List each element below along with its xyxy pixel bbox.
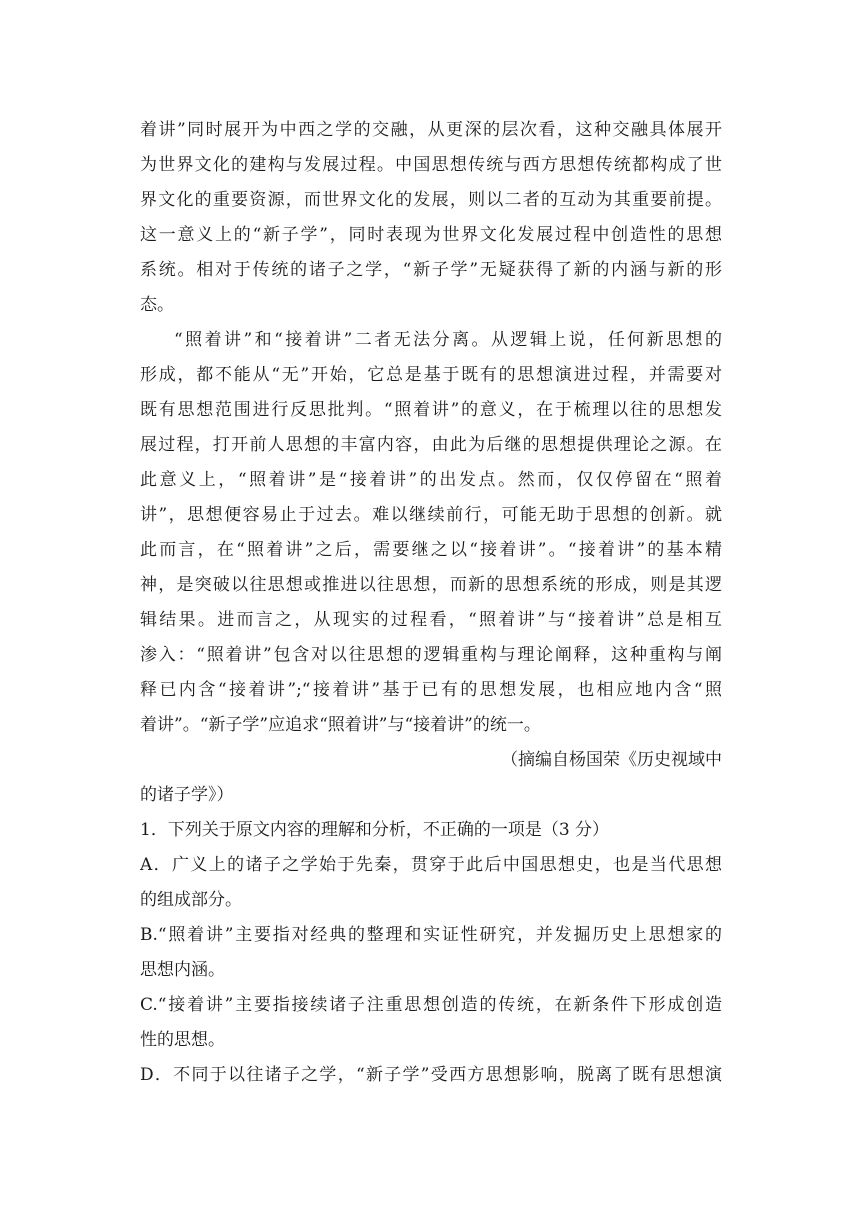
option-d xyxy=(140,1058,722,1093)
option-line: 性的思想。 xyxy=(140,1030,225,1050)
source-citation xyxy=(140,743,722,813)
text-line: 释已内含“接着讲”;“接着讲”基于已有的思想发展，也相应地内含“照 xyxy=(140,680,722,700)
text-line: 为世界文化的建构与发展过程。中国思想传统与西方思想传统都构成了世 xyxy=(140,155,722,175)
text-line: 系统。相对于传统的诸子之学，“新子学”无疑获得了新的内涵与新的形 xyxy=(140,260,722,280)
citation-line: （摘编自杨国荣《历史视域中 xyxy=(501,750,722,770)
text-line: 着讲”。“新子学”应追求“照着讲”与“接着讲”的统一。 xyxy=(140,715,541,735)
option-line: D．不同于以往诸子之学，“新子学”受西方思想影响，脱离了既有思想演 xyxy=(140,1065,722,1085)
option-line: 的组成部分。 xyxy=(140,890,242,910)
option-line: 思想内涵。 xyxy=(140,960,225,980)
text-line: 这一意义上的“新子学”，同时表现为世界文化发展过程中创造性的思想 xyxy=(140,225,722,245)
text-line: 界文化的重要资源，而世界文化的发展，则以二者的互动为其重要前提。 xyxy=(140,190,722,210)
paragraph-2 xyxy=(140,323,722,743)
text-line: 态。 xyxy=(140,295,174,315)
text-line: 着讲”同时展开为中西之学的交融，从更深的层次看，这种交融具体展开 xyxy=(140,120,722,140)
text-line: 展过程，打开前人思想的丰富内容，由此为后继的思想提供理论之源。在 xyxy=(140,435,722,455)
citation-line: 的诸子学》） xyxy=(140,785,234,805)
option-line: C.“接着讲”主要指接续诸子注重思想创造的传统，在新条件下形成创造 xyxy=(140,995,722,1015)
text-line: 形成，都不能从“无”开始，它总是基于既有的思想演进过程，并需要对 xyxy=(140,365,722,385)
option-c xyxy=(140,988,722,1058)
question-stem: 1．下列关于原文内容的理解和分析，不正确的一项是（3 分） xyxy=(140,820,610,840)
text-line: 辑结果。进而言之，从现实的过程看，“照着讲”与“接着讲”总是相互 xyxy=(140,610,722,630)
text-line: 神，是突破以往思想或推进以往思想，而新的思想系统的形成，则是其逻 xyxy=(140,575,722,595)
text-line: “照着讲”和“接着讲”二者无法分离。从逻辑上说，任何新思想的 xyxy=(174,330,722,350)
option-line: A．广义上的诸子之学始于先秦，贯穿于此后中国思想史，也是当代思想 xyxy=(140,855,722,875)
text-line: 此意义上，“照着讲”是“接着讲”的出发点。然而，仅仅停留在“照着 xyxy=(140,470,722,490)
document-text xyxy=(140,113,722,1093)
text-line: 既有思想范围进行反思批判。“照着讲”的意义，在于梳理以往的思想发 xyxy=(140,400,722,420)
option-b xyxy=(140,918,722,988)
text-line: 渗入：“照着讲”包含对以往思想的逻辑重构与理论阐释，这种重构与阐 xyxy=(140,645,722,665)
text-line: 此而言，在“照着讲”之后，需要继之以“接着讲”。“接着讲”的基本精 xyxy=(140,540,722,560)
option-a xyxy=(140,848,722,918)
question-1 xyxy=(140,813,722,1093)
option-line: B.“照着讲”主要指对经典的整理和实证性研究，并发掘历史上思想家的 xyxy=(140,925,722,945)
paragraph-1 xyxy=(140,113,722,323)
text-line: 讲”，思想便容易止于过去。难以继续前行，可能无助于思想的创新。就 xyxy=(140,505,722,525)
